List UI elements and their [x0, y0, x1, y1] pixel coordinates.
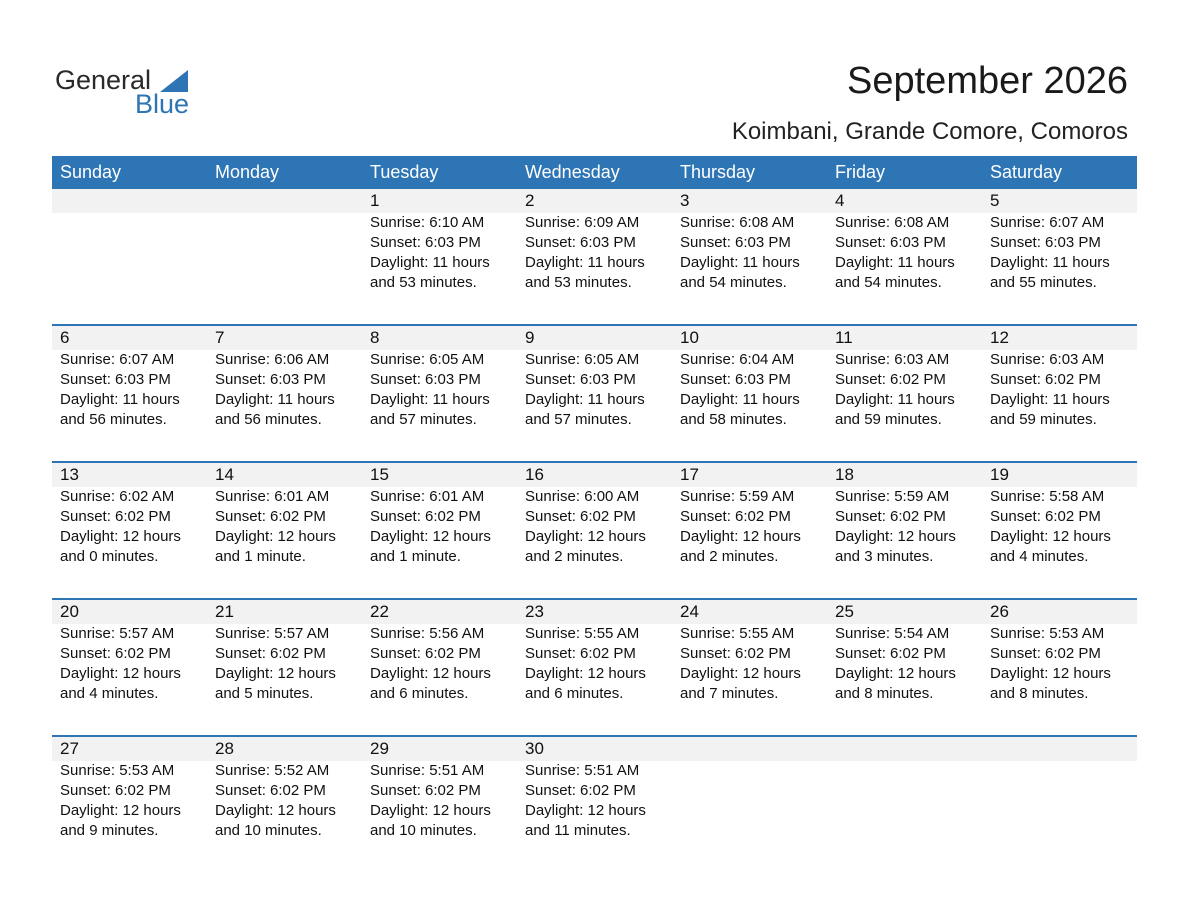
sunset-time: Sunset: 6:02 PM — [990, 371, 1101, 388]
day-cell — [827, 463, 982, 567]
sunrise-time: Sunrise: 5:54 AM — [835, 625, 950, 642]
daylight-hours: Daylight: 11 hours — [990, 391, 1110, 408]
sunrise-time: Sunrise: 6:08 AM — [835, 214, 950, 231]
daylight-minutes: and 10 minutes. — [370, 822, 477, 839]
day-number: 16 — [525, 465, 544, 484]
generalblue-logo — [55, 64, 195, 120]
day-cell — [52, 737, 207, 841]
daylight-minutes: and 53 minutes. — [370, 274, 477, 291]
sunset-time: Sunset: 6:02 PM — [370, 508, 481, 525]
week-row — [52, 463, 1137, 567]
day-number: 2 — [525, 191, 535, 210]
sunset-time: Sunset: 6:03 PM — [990, 234, 1101, 251]
day-number: 1 — [370, 191, 380, 210]
sunrise-time: Sunrise: 6:01 AM — [370, 488, 485, 505]
day-cell — [517, 326, 672, 430]
sunrise-time: Sunrise: 5:52 AM — [215, 762, 330, 779]
day-cell — [517, 189, 672, 293]
daylight-hours: Daylight: 11 hours — [835, 254, 955, 271]
daylight-hours: Daylight: 12 hours — [835, 665, 956, 682]
daylight-minutes: and 11 minutes. — [525, 822, 631, 839]
sunset-time: Sunset: 6:03 PM — [680, 371, 791, 388]
sunset-time: Sunset: 6:02 PM — [990, 508, 1101, 525]
daylight-minutes: and 59 minutes. — [990, 411, 1097, 428]
daylight-hours: Daylight: 12 hours — [60, 665, 181, 682]
daylight-minutes: and 56 minutes. — [60, 411, 167, 428]
daylight-minutes: and 59 minutes. — [835, 411, 942, 428]
daylight-minutes: and 4 minutes. — [60, 685, 159, 702]
sunset-time: Sunset: 6:02 PM — [680, 645, 791, 662]
sunrise-time: Sunrise: 6:04 AM — [680, 351, 795, 368]
weekday-monday: Monday — [215, 162, 280, 182]
empty-day-cell — [52, 189, 207, 293]
calendar-week — [52, 324, 1137, 461]
sunset-time: Sunset: 6:03 PM — [525, 371, 636, 388]
weekday-wednesday: Wednesday — [525, 162, 620, 182]
daylight-hours: Daylight: 11 hours — [525, 391, 645, 408]
daylight-minutes: and 8 minutes. — [835, 685, 934, 702]
daylight-hours: Daylight: 12 hours — [60, 802, 181, 819]
daylight-hours: Daylight: 11 hours — [680, 254, 800, 271]
sunrise-time: Sunrise: 6:03 AM — [990, 351, 1105, 368]
daylight-minutes: and 2 minutes. — [680, 548, 779, 565]
sunset-time: Sunset: 6:03 PM — [215, 371, 326, 388]
daylight-hours: Daylight: 11 hours — [525, 254, 645, 271]
day-number: 25 — [835, 602, 854, 621]
daylight-hours: Daylight: 11 hours — [215, 391, 335, 408]
daylight-hours: Daylight: 11 hours — [60, 391, 180, 408]
sunrise-time: Sunrise: 5:53 AM — [990, 625, 1105, 642]
day-number: 7 — [215, 328, 225, 347]
daylight-minutes: and 2 minutes. — [525, 548, 624, 565]
day-cell — [207, 463, 362, 567]
day-number: 21 — [215, 602, 234, 621]
sunset-time: Sunset: 6:02 PM — [370, 782, 481, 799]
day-cell — [827, 189, 982, 293]
day-number: 11 — [835, 328, 853, 347]
calendar-week — [52, 598, 1137, 735]
calendar-week — [52, 735, 1137, 872]
day-number: 28 — [215, 739, 234, 758]
logo-word-blue: Blue — [135, 89, 190, 119]
sunset-time: Sunset: 6:02 PM — [680, 508, 791, 525]
day-cell — [827, 600, 982, 704]
location-subtitle: Koimbani, Grande Comore, Comoros — [731, 118, 1128, 145]
daylight-hours: Daylight: 11 hours — [835, 391, 955, 408]
daylight-hours: Daylight: 12 hours — [835, 528, 956, 545]
sunset-time: Sunset: 6:02 PM — [215, 782, 326, 799]
day-cell — [982, 189, 1137, 293]
day-number: 9 — [525, 328, 535, 347]
week-row — [52, 600, 1137, 704]
week-row — [52, 326, 1137, 430]
empty-day-cell — [672, 737, 827, 841]
sunrise-time: Sunrise: 6:07 AM — [60, 351, 175, 368]
sunrise-time: Sunrise: 5:59 AM — [680, 488, 795, 505]
day-cell — [207, 600, 362, 704]
day-number: 17 — [680, 465, 699, 484]
daylight-hours: Daylight: 12 hours — [215, 665, 336, 682]
sunset-time: Sunset: 6:02 PM — [990, 645, 1101, 662]
logo-word-general: General — [55, 65, 152, 95]
sunrise-time: Sunrise: 6:10 AM — [370, 214, 485, 231]
day-cell — [672, 189, 827, 293]
empty-day-cell — [982, 737, 1137, 841]
day-number: 3 — [680, 191, 690, 210]
day-cell — [517, 737, 672, 841]
calendar-weeks — [52, 189, 1137, 872]
sunset-time: Sunset: 6:02 PM — [215, 508, 326, 525]
daylight-minutes: and 9 minutes. — [60, 822, 159, 839]
sunrise-time: Sunrise: 6:03 AM — [835, 351, 950, 368]
day-number: 15 — [370, 465, 389, 484]
day-cell — [982, 463, 1137, 567]
daylight-minutes: and 54 minutes. — [680, 274, 787, 291]
daylight-hours: Daylight: 12 hours — [60, 528, 181, 545]
sunrise-time: Sunrise: 6:07 AM — [990, 214, 1105, 231]
sunrise-time: Sunrise: 5:59 AM — [835, 488, 950, 505]
daylight-hours: Daylight: 11 hours — [370, 254, 490, 271]
sunrise-time: Sunrise: 6:08 AM — [680, 214, 795, 231]
sunrise-time: Sunrise: 6:09 AM — [525, 214, 640, 231]
sunrise-time: Sunrise: 6:02 AM — [60, 488, 175, 505]
sunrise-time: Sunrise: 5:53 AM — [60, 762, 175, 779]
day-cell — [672, 326, 827, 430]
day-cell — [362, 600, 517, 704]
day-cell — [362, 737, 517, 841]
sunrise-time: Sunrise: 6:00 AM — [525, 488, 640, 505]
sunset-time: Sunset: 6:02 PM — [835, 508, 946, 525]
empty-day-cell — [827, 737, 982, 841]
day-number: 18 — [835, 465, 854, 484]
sunrise-time: Sunrise: 6:05 AM — [525, 351, 640, 368]
sunset-time: Sunset: 6:02 PM — [525, 508, 636, 525]
daylight-hours: Daylight: 12 hours — [990, 665, 1111, 682]
daylight-minutes: and 58 minutes. — [680, 411, 787, 428]
sunrise-time: Sunrise: 6:05 AM — [370, 351, 485, 368]
day-number: 29 — [370, 739, 389, 758]
week-row — [52, 189, 1137, 293]
sunrise-time: Sunrise: 5:57 AM — [60, 625, 175, 642]
day-number: 6 — [60, 328, 70, 347]
calendar — [52, 156, 1137, 872]
sunset-time: Sunset: 6:02 PM — [60, 645, 171, 662]
daylight-hours: Daylight: 12 hours — [680, 665, 801, 682]
day-cell — [982, 600, 1137, 704]
daylight-hours: Daylight: 12 hours — [370, 665, 491, 682]
day-cell — [517, 463, 672, 567]
empty-day-cell — [207, 189, 362, 293]
sunset-time: Sunset: 6:03 PM — [370, 234, 481, 251]
daylight-minutes: and 57 minutes. — [525, 411, 632, 428]
daylight-hours: Daylight: 11 hours — [990, 254, 1110, 271]
day-number: 19 — [990, 465, 1009, 484]
sunrise-time: Sunrise: 6:01 AM — [215, 488, 330, 505]
daylight-minutes: and 1 minute. — [370, 548, 461, 565]
sunset-time: Sunset: 6:03 PM — [60, 371, 171, 388]
daylight-minutes: and 53 minutes. — [525, 274, 632, 291]
weekday-thursday: Thursday — [680, 162, 756, 182]
sunrise-time: Sunrise: 5:57 AM — [215, 625, 330, 642]
day-number: 20 — [60, 602, 79, 621]
day-cell — [207, 737, 362, 841]
sunset-time: Sunset: 6:03 PM — [680, 234, 791, 251]
sunrise-time: Sunrise: 5:55 AM — [525, 625, 640, 642]
sunset-time: Sunset: 6:02 PM — [60, 508, 171, 525]
daylight-minutes: and 3 minutes. — [835, 548, 934, 565]
daylight-minutes: and 4 minutes. — [990, 548, 1089, 565]
day-cell — [362, 189, 517, 293]
sunset-time: Sunset: 6:02 PM — [835, 645, 946, 662]
sunset-time: Sunset: 6:02 PM — [215, 645, 326, 662]
daylight-hours: Daylight: 12 hours — [525, 802, 646, 819]
sunrise-time: Sunrise: 5:56 AM — [370, 625, 485, 642]
daylight-hours: Daylight: 12 hours — [215, 528, 336, 545]
sunrise-time: Sunrise: 5:58 AM — [990, 488, 1105, 505]
day-number: 8 — [370, 328, 380, 347]
day-number: 5 — [990, 191, 1000, 210]
daylight-minutes: and 6 minutes. — [370, 685, 469, 702]
daylight-minutes: and 55 minutes. — [990, 274, 1097, 291]
day-number: 26 — [990, 602, 1009, 621]
day-cell — [672, 463, 827, 567]
daylight-hours: Daylight: 11 hours — [680, 391, 800, 408]
daylight-hours: Daylight: 12 hours — [215, 802, 336, 819]
sunset-time: Sunset: 6:03 PM — [835, 234, 946, 251]
daylight-hours: Daylight: 12 hours — [525, 665, 646, 682]
day-cell — [362, 326, 517, 430]
sunset-time: Sunset: 6:02 PM — [525, 782, 636, 799]
day-number: 30 — [525, 739, 544, 758]
day-cell — [982, 326, 1137, 430]
daylight-minutes: and 0 minutes. — [60, 548, 159, 565]
weekday-header — [52, 156, 1137, 189]
weekday-saturday: Saturday — [990, 162, 1063, 182]
daylight-minutes: and 1 minute. — [215, 548, 306, 565]
sunset-time: Sunset: 6:03 PM — [525, 234, 636, 251]
week-row — [52, 737, 1137, 841]
day-number: 13 — [60, 465, 79, 484]
weekday-tuesday: Tuesday — [370, 162, 439, 182]
daylight-minutes: and 10 minutes. — [215, 822, 322, 839]
daylight-minutes: and 8 minutes. — [990, 685, 1089, 702]
day-cell — [362, 463, 517, 567]
weekday-friday: Friday — [835, 162, 886, 182]
daylight-minutes: and 6 minutes. — [525, 685, 624, 702]
daylight-minutes: and 54 minutes. — [835, 274, 942, 291]
sunset-time: Sunset: 6:02 PM — [835, 371, 946, 388]
daylight-hours: Daylight: 12 hours — [370, 802, 491, 819]
day-number: 10 — [680, 328, 699, 347]
daylight-minutes: and 7 minutes. — [680, 685, 779, 702]
day-number: 12 — [990, 328, 1009, 347]
day-cell — [827, 326, 982, 430]
day-number: 23 — [525, 602, 544, 621]
calendar-week — [52, 461, 1137, 598]
day-number: 24 — [680, 602, 699, 621]
weekday-sunday: Sunday — [60, 162, 122, 182]
sunset-time: Sunset: 6:02 PM — [60, 782, 171, 799]
day-cell — [517, 600, 672, 704]
daylight-minutes: and 57 minutes. — [370, 411, 477, 428]
day-cell — [52, 600, 207, 704]
calendar-week — [52, 189, 1137, 324]
daylight-hours: Daylight: 12 hours — [990, 528, 1111, 545]
sunrise-time: Sunrise: 6:06 AM — [215, 351, 330, 368]
daylight-minutes: and 5 minutes. — [215, 685, 314, 702]
page-title: September 2026 — [847, 60, 1128, 102]
sunrise-time: Sunrise: 5:51 AM — [370, 762, 485, 779]
sunset-time: Sunset: 6:02 PM — [525, 645, 636, 662]
day-cell — [52, 463, 207, 567]
day-number: 4 — [835, 191, 845, 210]
sunrise-time: Sunrise: 5:55 AM — [680, 625, 795, 642]
sunrise-time: Sunrise: 5:51 AM — [525, 762, 640, 779]
day-number: 14 — [215, 465, 234, 484]
daylight-minutes: and 56 minutes. — [215, 411, 322, 428]
day-cell — [52, 326, 207, 430]
daylight-hours: Daylight: 11 hours — [370, 391, 490, 408]
day-cell — [672, 600, 827, 704]
daylight-hours: Daylight: 12 hours — [680, 528, 801, 545]
daylight-hours: Daylight: 12 hours — [525, 528, 646, 545]
day-number: 27 — [60, 739, 79, 758]
day-cell — [207, 326, 362, 430]
day-number: 22 — [370, 602, 389, 621]
sunset-time: Sunset: 6:02 PM — [370, 645, 481, 662]
sunset-time: Sunset: 6:03 PM — [370, 371, 481, 388]
daylight-hours: Daylight: 12 hours — [370, 528, 491, 545]
